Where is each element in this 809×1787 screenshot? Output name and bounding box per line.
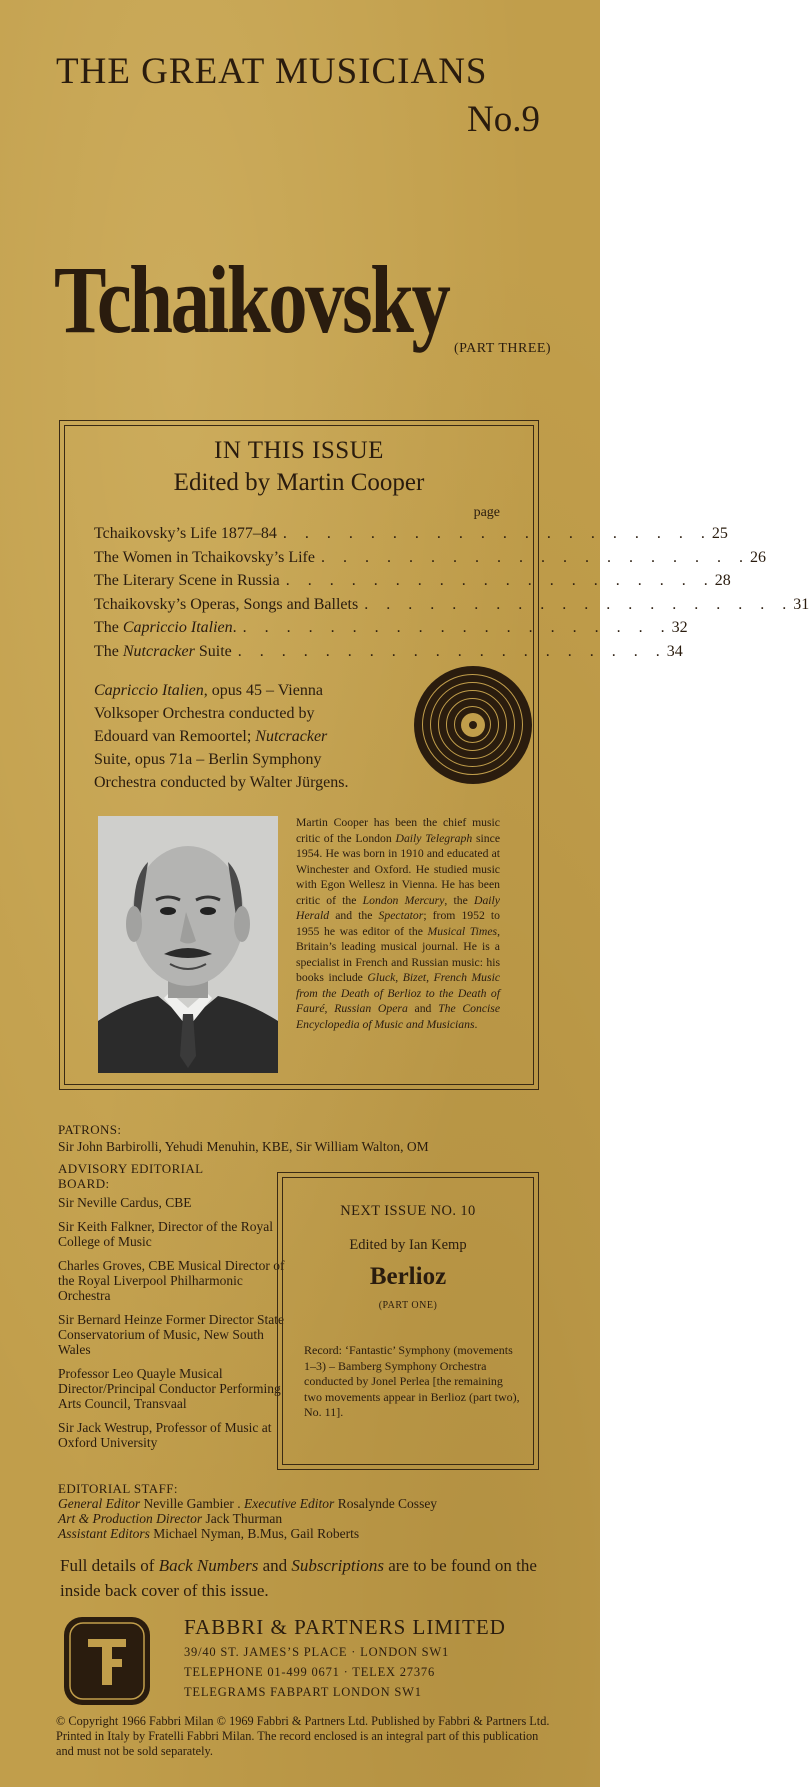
toc-item — [94, 548, 766, 573]
staff-name: Jack Thurman — [202, 1511, 283, 1526]
toc-item — [94, 619, 688, 643]
toc-item-page: 26 — [749, 548, 766, 566]
note-text: are to be found on the inside back cover of this issue. — [60, 1556, 537, 1600]
contents-box — [59, 420, 809, 1090]
bio-italic: London Mercury — [362, 893, 445, 907]
advisory-member: Charles Groves, CBE Musical Director of the Royal Liverpool Philharmonic Orchestra — [58, 1258, 285, 1303]
issue-number: No.9 — [467, 99, 540, 140]
table-of-contents — [94, 525, 809, 666]
toc-item-title — [94, 643, 232, 661]
staff-role: Executive Editor — [243, 1496, 335, 1511]
toc-item-title: The Women in Tchaikovsky’s Life — [94, 548, 315, 566]
bio-text: Martin Cooper has been the chief music critic of the London — [296, 816, 500, 845]
next-issue-box-inner-border — [282, 1177, 534, 1465]
series-title: THE GREAT MUSICIANS — [56, 51, 488, 92]
toc-item-title-end: . — [232, 619, 237, 636]
next-issue-label: NEXT ISSUE NO. 10 — [340, 1203, 476, 1219]
full-details-note — [60, 1553, 546, 1603]
advisory-member: Sir Jack Westrup, Professor of Music at Oxford University — [58, 1420, 272, 1450]
note-text: and — [258, 1556, 292, 1575]
staff-role: Art & Production Director — [58, 1511, 203, 1526]
staff-line — [58, 1526, 558, 1541]
fabbri-logo-icon — [62, 1615, 152, 1707]
toc-item-page: 32 — [671, 619, 688, 636]
vinyl-record-icon — [414, 666, 532, 784]
toc-item-page: 28 — [714, 572, 731, 589]
toc-item-title-start: The — [94, 642, 123, 660]
advisory-member: Professor Leo Quayle Musical Director/Principal Conductor Performing Arts Council, Transvaal — [58, 1366, 281, 1411]
contents-heading: IN THIS ISSUE — [214, 437, 384, 464]
toc-item-title: The Literary Scene in Russia — [94, 572, 280, 589]
next-record-label: Record — [304, 1343, 339, 1357]
patrons-list: Sir John Barbirolli, Yehudi Menuhin, KBE, Sir William Walton, OM — [58, 1139, 429, 1154]
contents-editor: Edited by Martin Cooper — [173, 469, 425, 496]
portrait-illustration — [98, 816, 278, 1073]
toc-item — [94, 595, 809, 620]
staff-name: Neville Gambier . — [140, 1496, 244, 1511]
bio-text: since 1954. He was born in 1910 and educated at Winchester and Oxford. He studied music with Egon Wellesz in Vienna. He has been critic of the — [296, 831, 501, 907]
staff-role: Assistant Editors — [58, 1526, 150, 1541]
note-text: Full details of — [60, 1556, 159, 1575]
editorial-staff-label: EDITORIAL STAFF: — [58, 1481, 178, 1496]
next-issue-record — [304, 1343, 520, 1421]
toc-item-title-italic: Capriccio Italien — [122, 619, 233, 636]
editor-biography — [296, 815, 500, 1032]
publisher-telephone: TELEPHONE 01-499 0671 · TELEX 27376 — [184, 1665, 436, 1679]
bio-italic: Daily Herald — [296, 893, 500, 922]
advisory-board-label: ADVISORY EDITORIAL BOARD: — [58, 1161, 204, 1191]
next-issue-composer: Berlioz — [369, 1263, 447, 1290]
publisher-address: 39/40 ST. JAMES’S PLACE · LONDON SW1 — [184, 1645, 450, 1659]
next-issue-box — [277, 1172, 539, 1470]
toc-item-title: Tchaikovsky’s Operas, Songs and Ballets — [94, 595, 359, 613]
staff-line — [58, 1511, 558, 1526]
editor-portrait-photo — [98, 816, 278, 1073]
editorial-staff-list — [58, 1496, 558, 1541]
bio-text: and — [407, 1002, 439, 1015]
advisory-member: Sir Neville Cardus, CBE — [58, 1195, 192, 1210]
publisher-name: FABBRI & PARTNERS LIMITED — [184, 1615, 506, 1639]
record-text-1: , opus 45 – Vienna Volksoper Orchestra conducted by Edouard van Remoortel; — [94, 682, 323, 745]
composer-title: Tchaikovsky — [54, 246, 449, 353]
bio-italic: Daily Telegraph — [395, 831, 473, 845]
staff-name: Rosalynde Cossey — [334, 1496, 438, 1511]
bio-text: ; from 1952 to 1955 he was editor of the — [296, 909, 501, 938]
bio-italic: Spectator — [378, 909, 424, 922]
record-work-1: Capriccio Italien — [94, 682, 204, 699]
publisher-telegrams: TELEGRAMS FABPART LONDON SW1 — [184, 1685, 422, 1699]
toc-item — [94, 525, 728, 549]
toc-leader-dots: . . . . . . . . . . . . . . . . . . . . — [320, 548, 750, 566]
toc-item-title: Tchaikovsky’s Life 1877–84 — [94, 525, 277, 542]
record-work-2: Nutcracker — [255, 728, 328, 745]
advisory-member: Sir Keith Falkner, Director of the Royal College of Music — [58, 1219, 274, 1249]
copyright-notice: © Copyright 1966 Fabbri Milan © 1969 Fabbri & Partners Ltd. Published by Fabbri & Partners Ltd. Printed in Italy by Fratelli Fabbri Milan. The record enclosed is an integral part of this publication and must not be sold separately. — [56, 1714, 550, 1758]
staff-name: Michael Nyman, B.Mus, Gail Roberts — [149, 1526, 360, 1541]
toc-item — [94, 572, 731, 596]
bio-text: , Britain’s leading musical journal. He is a specialist in French and Russian music: his books include — [296, 924, 500, 984]
toc-item-title — [94, 619, 237, 637]
toc-item-title-start: The — [94, 619, 123, 636]
logo-graphic — [62, 1615, 152, 1707]
toc-leader-dots: . . . . . . . . . . . . . . . . . . . . — [364, 595, 794, 613]
toc-item-title-end: Suite — [194, 642, 232, 660]
next-issue-editor: Edited by Ian Kemp — [349, 1237, 467, 1253]
toc-leader-dots: . . . . . . . . . . . . . . . . . . . . — [237, 642, 667, 660]
record-text-2: Suite, opus 71a – Berlin Symphony Orchestra conducted by Walter Jürgens. — [94, 751, 349, 791]
toc-item-page: 25 — [711, 525, 728, 542]
advisory-board-list — [58, 1195, 288, 1459]
toc-item-page: 34 — [666, 642, 683, 660]
bio-text: , the — [444, 893, 475, 907]
next-record-text: : ‘Fantastic’ Symphony (movements 1–3) – Bamberg Symphony Orchestra conducted by Jonel Perlea [the remaining two movements appear in Berlioz (part two), No. 11]. — [304, 1343, 520, 1419]
toc-item-page: 31 — [793, 595, 809, 613]
bio-italic: Gluck, Bizet, French Music from the Death of Berlioz to the Death of Fauré, Russian Opera — [296, 971, 501, 1015]
patrons-label: PATRONS: — [58, 1122, 122, 1137]
bio-text: . — [474, 1017, 478, 1031]
note-italic: Back Numbers — [158, 1556, 259, 1575]
bio-italic: Musical Times — [427, 924, 498, 938]
toc-leader-dots: . . . . . . . . . . . . . . . . . . . . — [282, 525, 712, 542]
toc-item — [94, 642, 683, 667]
staff-role: General Editor — [58, 1496, 141, 1511]
page-column-label: page — [473, 505, 500, 520]
advisory-member: Sir Bernard Heinze Former Director State Conservatorium of Music, New South Wales — [58, 1312, 285, 1357]
record-description — [94, 679, 362, 794]
toc-leader-dots: . . . . . . . . . . . . . . . . . . . . — [285, 572, 715, 589]
toc-item-title-italic: Nutcracker — [122, 642, 195, 660]
staff-line — [58, 1496, 558, 1511]
next-issue-part: (PART ONE) — [378, 1300, 438, 1311]
bio-italic: The Concise Encyclopedia of Music and Musicians — [296, 1002, 501, 1031]
note-italic: Subscriptions — [291, 1556, 384, 1575]
toc-leader-dots: . . . . . . . . . . . . . . . . . . . . — [242, 619, 672, 636]
bio-text: and the — [329, 909, 379, 922]
part-label: (PART THREE) — [454, 341, 552, 356]
